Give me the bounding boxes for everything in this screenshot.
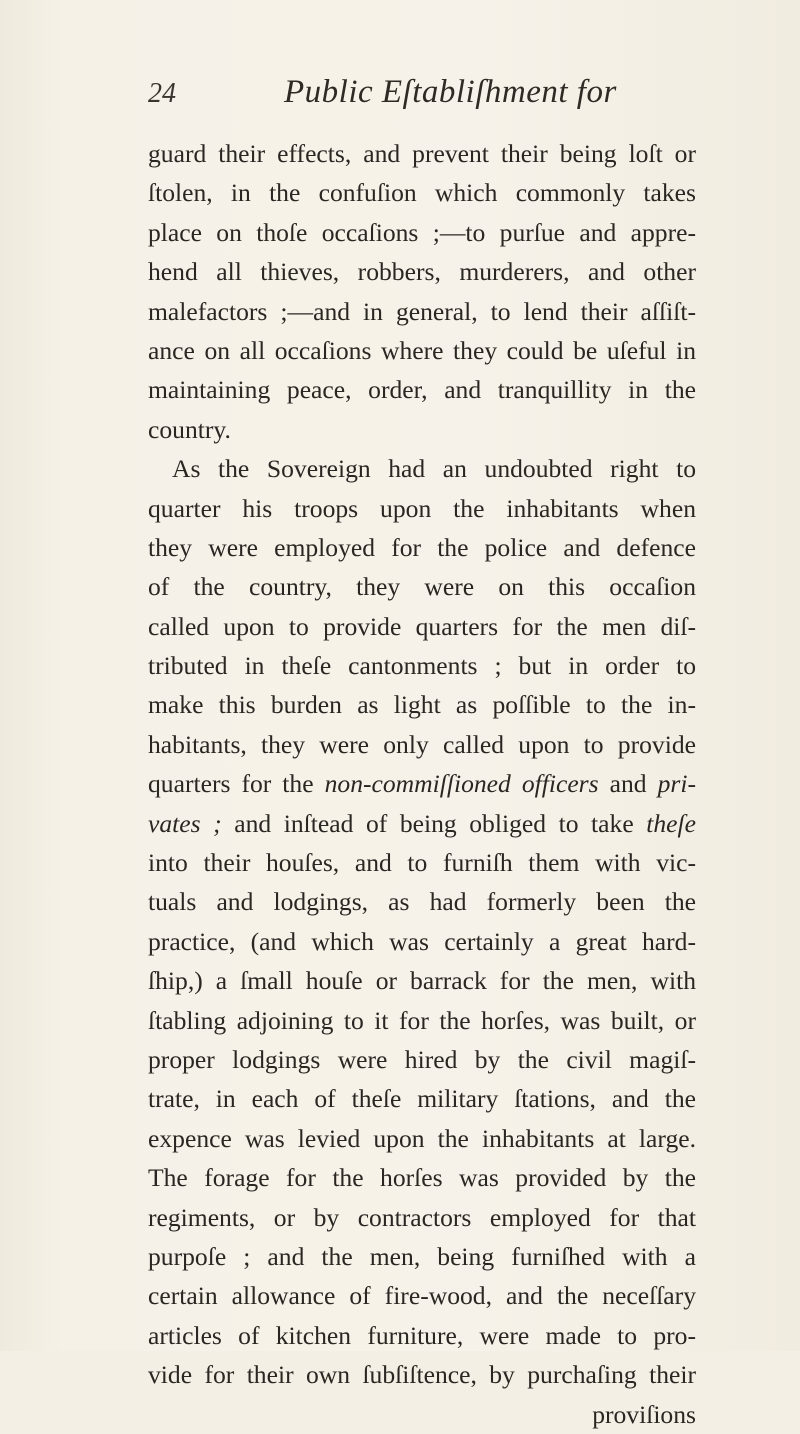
text-line: guard their effects, and prevent their being loſt or <box>148 139 696 168</box>
page-number: 24 <box>148 78 176 109</box>
text-line: quarter his troops upon the inhabitants when <box>148 493 696 523</box>
body-text <box>148 134 696 1434</box>
text-segment: and <box>598 769 658 799</box>
text-line: place on thoſe occaſions ;—to purſue and appre- <box>148 217 696 247</box>
text-line: trate, in each of theſe military ſtations, and the <box>148 1084 696 1114</box>
italic-text: theſe <box>646 808 696 838</box>
text-line: The forage for the horſes was provided by the <box>148 1163 696 1193</box>
text-line: vide for their own ſubſiſtence, by purchaſing their <box>148 1360 696 1390</box>
text-line: purpoſe ; and the men, being furniſhed with a <box>148 1241 696 1271</box>
text-line <box>148 764 696 803</box>
text-line <box>148 804 696 843</box>
text-line: country. <box>148 414 231 444</box>
text-line: certain allowance of fire-wood, and the neceſſary <box>148 1281 696 1311</box>
text-line: hend all thieves, robbers, murderers, and other <box>148 257 696 287</box>
text-segment: and inſtead of being obliged to take <box>221 808 647 838</box>
text-line: ſtolen, in the confuſion which commonly takes <box>148 178 696 208</box>
text-line: proper lodgings were hired by the civil magiſ- <box>148 1044 696 1074</box>
text-line: of the country, they were on this occaſion <box>148 572 696 602</box>
italic-text: pri- <box>657 769 696 799</box>
catchword: proviſions <box>592 1399 696 1429</box>
text-line: maintaining peace, order, and tranquillity in the <box>148 375 696 405</box>
text-line: tuals and lodgings, as had formerly been the <box>148 887 696 917</box>
text-line: As the Sovereign had an undoubted right to <box>172 454 696 484</box>
text-segment: quarters for the <box>148 769 325 799</box>
text-line: expence was levied upon the inhabitants at large. <box>148 1123 696 1153</box>
text-line: malefactors ;—and in general, to lend their aſſiſt- <box>148 296 696 326</box>
italic-text: non-commiſſioned officers <box>324 769 599 799</box>
page-header <box>148 66 708 116</box>
text-line: regiments, or by contractors employed for that <box>148 1202 696 1232</box>
text-line: ance on all occaſions where they could be uſeful in <box>148 335 696 365</box>
text-line: ſtabling adjoining to it for the horſes, was built, or <box>148 1005 696 1035</box>
text-line: called upon to provide quarters for the men diſ- <box>148 611 696 641</box>
text-line: habitants, they were only called upon to provide <box>148 729 696 759</box>
italic-text: vates ; <box>148 808 222 838</box>
text-line: make this burden as light as poſſible to the in- <box>148 690 696 720</box>
text-line: tributed in theſe cantonments ; but in order to <box>148 651 696 681</box>
text-line: ſhip,) a ſmall houſe or barrack for the men, with <box>148 966 696 996</box>
running-head: Public Eſtabliſhment for <box>284 74 617 110</box>
text-line: into their houſes, and to furniſh them with vic- <box>148 848 696 878</box>
text-line: they were employed for the police and defence <box>148 532 696 562</box>
text-line: practice, (and which was certainly a great hard- <box>148 926 696 956</box>
text-line: articles of kitchen furniture, were made to pro- <box>148 1320 696 1350</box>
